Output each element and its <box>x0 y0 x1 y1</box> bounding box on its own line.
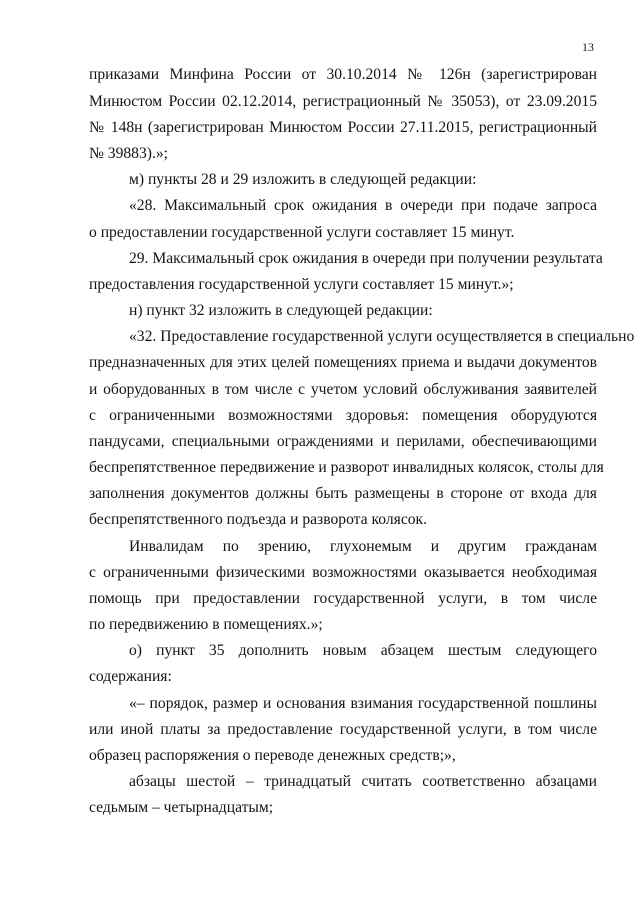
text-line: м) пункты 28 и 29 изложить в следующей редакции: <box>129 171 477 188</box>
text-line: беспрепятственного подъезда и разворота колясок. <box>89 511 428 528</box>
text-line: заполнения документов должны быть размещены в стороне от входа для <box>89 485 597 502</box>
text-line: «– порядок, размер и основания взимания государственной пошлины <box>129 695 597 712</box>
text-line: предназначенных для этих целей помещениях приема и выдачи документов <box>89 354 597 371</box>
text-line: с ограниченными физическими возможностями оказывается необходимая <box>89 564 597 581</box>
text-line: предоставления государственной услуги составляет 15 минут.»; <box>89 276 514 293</box>
text-line: содержания: <box>89 668 172 685</box>
text-line: № 148н (зарегистрирован Минюстом России 27.11.2015, регистрационный <box>89 119 597 136</box>
text-line: или иной платы за предоставление государственной услуги, в том числе <box>89 721 597 738</box>
text-line: о) пункт 35 дополнить новым абзацем шестым следующего <box>129 642 597 659</box>
page-number: 13 <box>582 40 594 54</box>
text-line: беспрепятственное передвижение и разворот инвалидных колясок, столы для <box>89 459 604 476</box>
text-line: абзацы шестой – тринадцатый считать соответственно абзацами <box>129 773 597 790</box>
text-line: о предоставлении государственной услуги составляет 15 минут. <box>89 224 515 241</box>
text-line: «28. Максимальный срок ожидания в очереди при подаче запроса <box>129 197 597 214</box>
text-line: пандусами, специальными ограждениями и перилами, обеспечивающими <box>89 433 597 450</box>
text-line: и оборудованных в том числе с учетом условий обслуживания заявителей <box>89 381 597 398</box>
text-line: седьмым – четырнадцатым; <box>89 799 274 816</box>
text-line: н) пункт 32 изложить в следующей редакции: <box>129 302 433 319</box>
text-line: Минюстом России 02.12.2014, регистрационный № 35053), от 23.09.2015 <box>89 93 597 110</box>
text-line: помощь при предоставлении государственной услуги, в том числе <box>89 590 597 607</box>
text-line: 29. Максимальный срок ожидания в очереди при получении результата <box>129 250 603 267</box>
text-line: образец распоряжения о переводе денежных средств;», <box>89 747 456 764</box>
text-line: «32. Предоставление государственной услуги осуществляется в специально <box>129 328 635 345</box>
text-line: с ограниченными возможностями здоровья: помещения оборудуются <box>89 407 597 424</box>
text-line: по передвижению в помещениях.»; <box>89 616 323 633</box>
text-line: приказами Минфина России от 30.10.2014 № 126н (зарегистрирован <box>89 66 597 83</box>
text-line: Инвалидам по зрению, глухонемым и другим гражданам <box>129 538 597 555</box>
text-line: № 39883).»; <box>89 145 168 162</box>
